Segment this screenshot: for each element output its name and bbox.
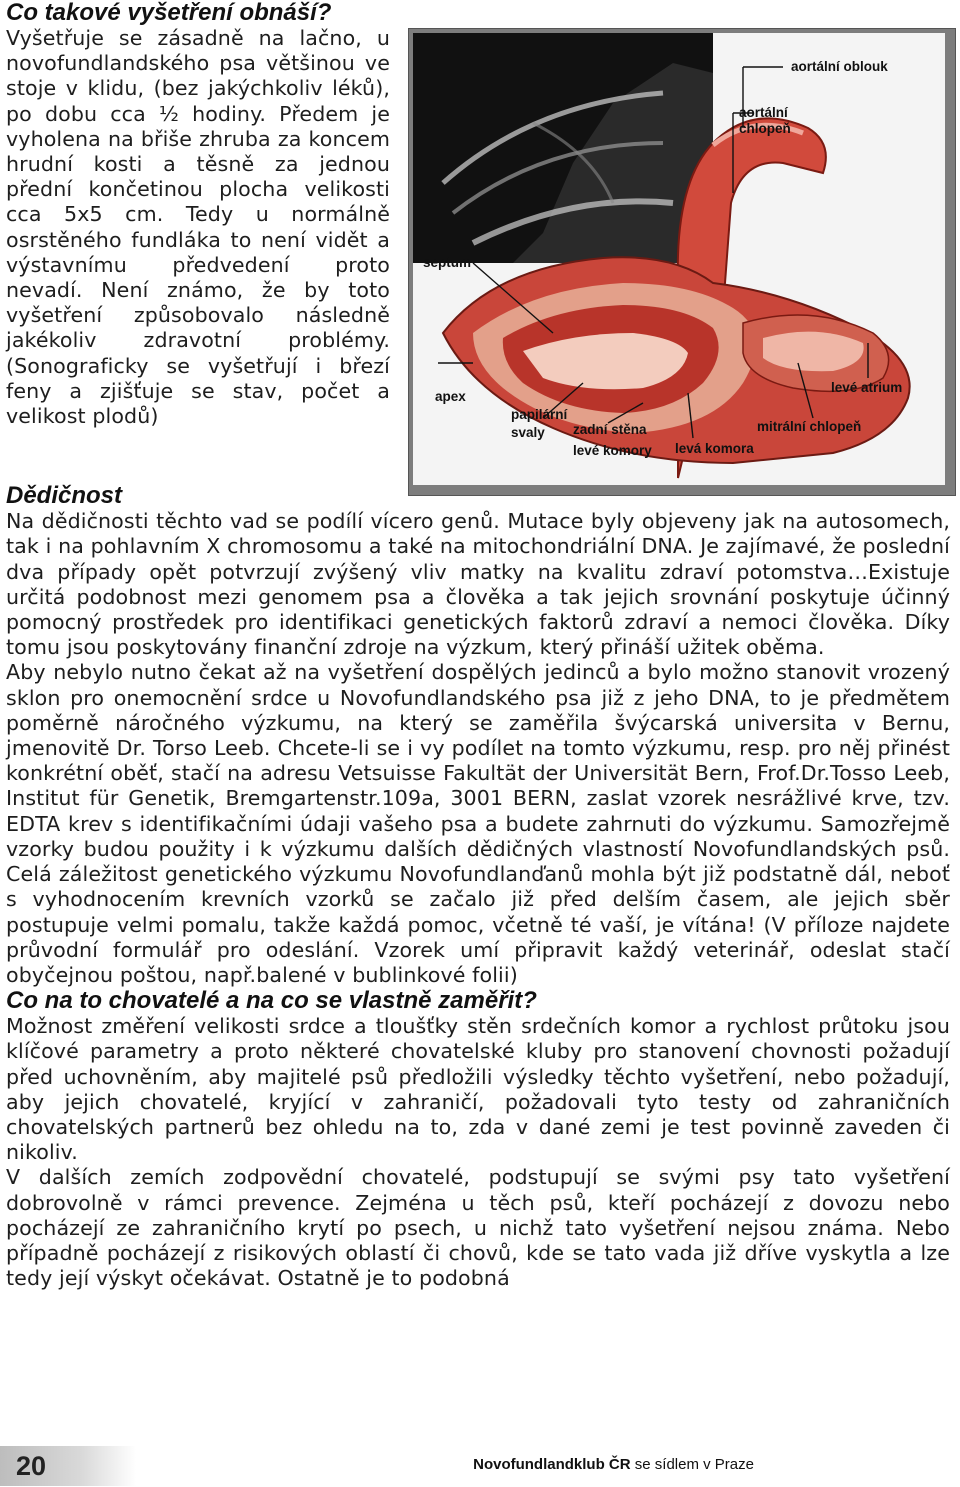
- heredity-text-1: Na dědičnosti těchto vad se podílí vícero genů. Mutace byly objeveny jak na autosomech, tak i na pohlavním X chromosomu a také na mitochondriální DNA. Je zajímavé, že poslední dva případy opět potvrzují zvýšený vliv matky na kvalitu zdraví potomstva…Existuje určitá podobnost mezi genomem psa a člověka a tak jejich srovnání poskytuje účinný pomocný prostředek pro identifikaci genetických faktorů zdraví a nemoci člověka. Díky tomu jsou poskytovány finanční zdroje na výzkum, který přináší užitek oběma.: [6, 509, 950, 660]
- label-papillary-1: papilární: [511, 407, 568, 422]
- section-heading-examination: Co takové vyšetření obnáší?: [6, 0, 332, 26]
- footer-club-name: Novofundlandklub ČR: [473, 1456, 631, 1473]
- examination-text: Vyšetřuje se zásadně na lačno, u novofundlandského psa většinou ve stoje v klidu, (bez jakýchkoliv léků), po dobu cca ½ hodiny. Předem je vyholena na břiše zhruba za koncem hrudní kosti a těsně za jednou přední končetinou plocha velikosti cca 5x5 cm. Tedy u normálně osrstěného fundláka to není vidět a výstavnímu předvedení proto nevadí. Není známo, že by toto vyšetření způsobovalo následně jakékoliv zdravotní problémy. (Sonograficky se vyšetřují i březí feny a zjišťuje se stav, počet a velikost plodů): [6, 26, 390, 429]
- heredity-text-2: Aby nebylo nutno čekat až na vyšetření dospělých jedinců a bylo možno stanovit vrozený sklon pro onemocnění srdce u Novofundlandského psa již z jeho DNA, to je předmětem poměrně náročného výzkumu, na který se zaměřila švýcarská universita v Bernu, jmenovitě Dr. Torso Leeb. Chcete-li se i vy podílet na tomto výzkumu, resp. pro něj přinést konkrétní oběť, stačí na adresu Vetsuisse Fakultät der Universität Bern, Frof.Dr.Tosso Leeb, Institut für Genetik, Bremgartenstr.109a, 3001 BERN, zaslat vzorek nesrážlivé krve, tzv. EDTA krev s identifikačními údaji vašeho psa a budete zahrnuti do výzkumu. Samozřejmě vzorky budou použity i k výzkumu dalších dědičných vlastností Novofundlandských psů. Celá záležitost genetického výzkumu Novofundlanďanů mohla být již podstatně dál, neboť s vyhodnocením krevních vzorků se začalo již před delším časem, ale jejich sběr postupuje velmi pomalu, takže každá pomoc, včetně té vaší, je vítána! (V příloze najdete průvodní formulář pro odeslání. Vzorek umí připravit každý veterinář, odeslat stačí obyčejnou poštou, např.balené v bublinkové folii): [6, 660, 950, 987]
- label-left-atrium: levé atrium: [831, 380, 903, 395]
- heart-diagram-figure: [408, 28, 956, 496]
- label-aortic-arch: aortální oblouk: [791, 59, 888, 74]
- label-back-wall-2: levé komory: [573, 443, 652, 458]
- section-heading-breeders: Co na to chovatelé a na co se vlastně zaměřit?: [6, 987, 537, 1015]
- page-footer: [0, 1443, 960, 1487]
- footer-club: [473, 1456, 754, 1473]
- section-heading-heredity: Dědičnost: [6, 482, 123, 510]
- label-left-ventricle: levá komora: [675, 441, 754, 456]
- breeders-text-2: V dalších zemích zodpovědní chovatelé, podstupují se svými psy tato vyšetření dobrovolně v rámci prevence. Zejména u těch psů, kteří pocházejí z dovozu nebo pocházejí ze zahraničního krytí po psech, u nichž tato vyšetření nejsou známa. Nebo případně pocházejí z risikových oblastí či chovů, kde se tato vada již dříve vyskytla a lze tedy její výskyt očekávat. Ostatně je to podobná: [6, 1165, 950, 1291]
- label-aortic-valve-1: aortální: [739, 105, 788, 120]
- footer-club-suffix: se sídlem v Praze: [630, 1456, 754, 1473]
- page-number-badge: [0, 1446, 136, 1486]
- label-aortic-valve-2: chlopeň: [739, 121, 791, 136]
- breeders-text-1: Možnost změření velikosti srdce a tloušťky stěn srdečních komor a rychlost průtoku jsou klíčové parametry a proto některé chovatelské kluby pro stanovení chovnosti požadují před uchovněním, aby majitelé psů předložili výsledky těchto vyšetření, nebo požadují, aby jejich chovatelé, kryjící v zahraničí, požadovali tyto testy od zahraničních chovatelských partnerů bez ohledu na to, zda v dané zemi je test povinně zaveden či nikoliv.: [6, 1014, 950, 1165]
- label-back-wall-1: zadní stěna: [573, 422, 647, 437]
- heart-diagram: [413, 33, 945, 485]
- label-apex: apex: [435, 389, 466, 404]
- label-papillary-2: svaly: [511, 425, 545, 440]
- page-number: 20: [16, 1451, 47, 1481]
- page-content: [6, 0, 950, 1291]
- heart-illustration: [413, 33, 945, 485]
- label-septum: septum: [423, 255, 472, 270]
- label-mitral-valve: mitrální chlopeň: [757, 419, 862, 434]
